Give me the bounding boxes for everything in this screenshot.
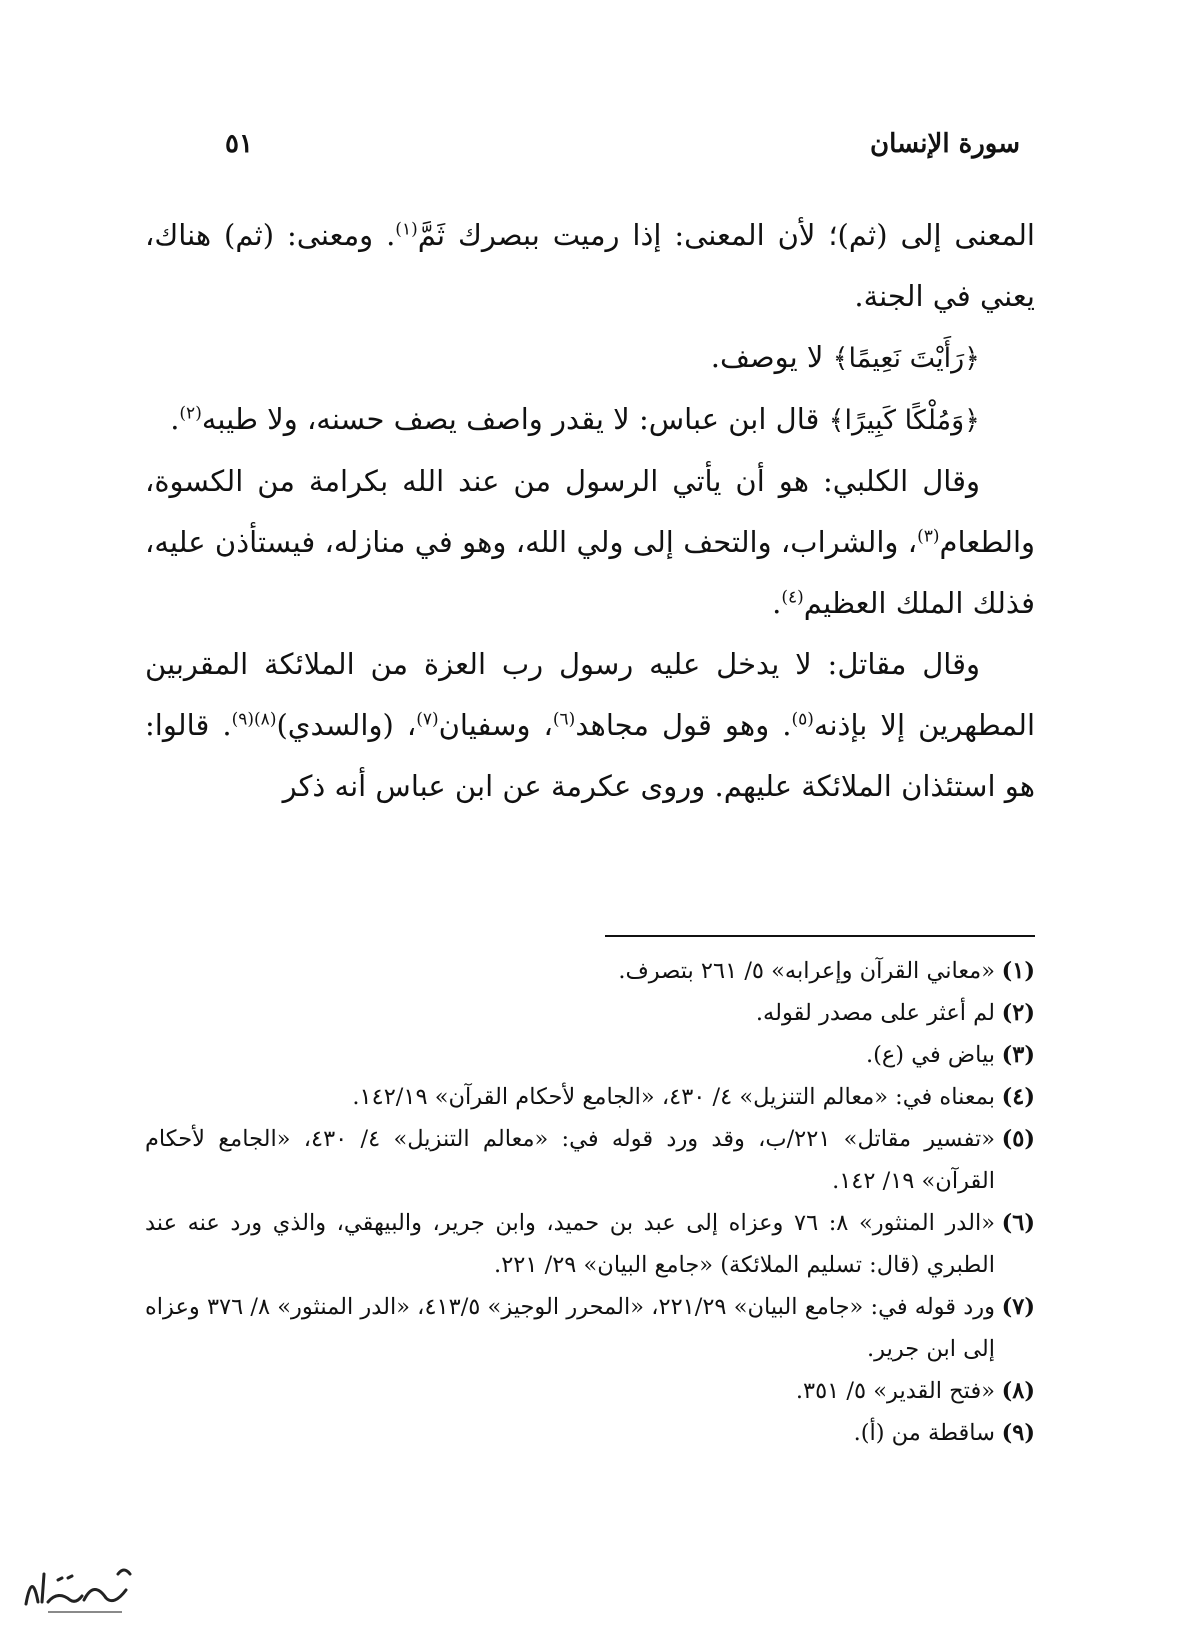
paragraph-5: وقال مقاتل: لا يدخل عليه رسول رب العزة من الملائكة المقربين المطهرين إلا بإذنه$^{(٥)}$. وهو قول مجاهد$^{(٦)}$، وسفيان$^{(٧)}$، (والسدي)$^{(٨)(٩)}$. قالوا: هو استئذان الملائكة عليهم. وروى عكرمة عن ابن عباس أنه ذكر (145, 647, 1036, 803)
calligraphy-mark (18, 1556, 138, 1620)
footnote-ref-2[interactable]: (٢) (179, 403, 202, 424)
page-header (225, 122, 1020, 166)
footnote-8: (٨) «فتح القدير» ٥/ ٣٥١. (795, 1378, 1035, 1404)
footnote-9: (٩) ساقطة من (أ). (853, 1420, 1035, 1446)
quran-verse: ﴿وَمُلْكًا كَبِيرًا﴾ (828, 405, 980, 436)
quran-verse: ﴿رَأَيْتَ نَعِيمًا﴾ (832, 343, 980, 374)
footnote-7: (٧) ورد قوله في: «جامع البيان» ٢٢١/٢٩، «المحرر الوجيز» ٤١٣/٥، «الدر المنثور» ٨/ ٣٧٦ وعزاه إلى ابن جرير. (145, 1294, 1035, 1362)
paragraph-2: ﴿رَأَيْتَ نَعِيمًا﴾ لا يوصف. (710, 340, 980, 374)
footnote-ref-5[interactable]: (٥) (791, 709, 814, 730)
footnote-divider (605, 935, 1035, 937)
footnote-ref-7[interactable]: (٧) (416, 709, 439, 730)
footnote-ref-6[interactable]: (٦) (552, 709, 576, 730)
footnote-2: (٢) لم أعثر على مصدر لقوله. (755, 1000, 1035, 1026)
paragraph-4: وقال الكلبي: هو أن يأتي الرسول من عند الله بكرامة من الكسوة، والطعام$^{(٣)}$، والشراب، والتحف إلى ولي الله، وهو في منازله، فيستأذن عليه، فذلك الملك العظيم$^{(٤)}$. (145, 464, 1035, 620)
footnote-ref-1[interactable]: (١) (395, 219, 418, 240)
paragraph-1: المعنى إلى (ثم)؛ لأن المعنى: إذا رميت ببصرك ثَمَّ$^{(١)}$. ومعنى: (ثم) هناك، يعني في الجنة. (145, 218, 1035, 313)
calligraphy-logo-icon (18, 1556, 138, 1620)
paragraph-3: ﴿وَمُلْكًا كَبِيرًا﴾ قال ابن عباس: لا يقدر واصف يصف حسنه، ولا طيبه$^{(٢)}$. (170, 402, 980, 436)
footnote-ref-8-9[interactable]: (٨)(٩) (231, 709, 277, 730)
surah-title: سورة الإنسان (870, 129, 1020, 159)
footnotes (145, 950, 1035, 1454)
footnote-6: (٦) «الدر المنثور» ٨: ٧٦ وعزاه إلى عبد بن حميد، وابن جرير، والبيهقي، والذي ورد عنه عند الطبري (قال: تسليم الملائكة) «جامع البيان» ٢٩/ ٢٢١. (145, 1210, 1035, 1278)
footnote-5: (٥) «تفسير مقاتل» ٢٢١/ب، وقد ورد قوله في: «معالم التنزيل» ٤/ ٤٣٠، «الجامع لأحكام القرآن» ١٩/ ١٤٢. (145, 1126, 1035, 1194)
footnote-4: (٤) بمعناه في: «معالم التنزيل» ٤/ ٤٣٠، «الجامع لأحكام القرآن» ١٤٢/١٩. (352, 1084, 1035, 1110)
main-text (145, 205, 1035, 817)
footnote-3: (٣) بياض في (ع). (865, 1042, 1035, 1068)
footnote-ref-3[interactable]: (٣) (917, 526, 940, 547)
footnote-1: (١) «معاني القرآن وإعرابه» ٥/ ٢٦١ بتصرف. (618, 958, 1035, 984)
footnote-ref-4[interactable]: (٤) (781, 587, 804, 608)
page-number: ٥١ (225, 129, 253, 159)
